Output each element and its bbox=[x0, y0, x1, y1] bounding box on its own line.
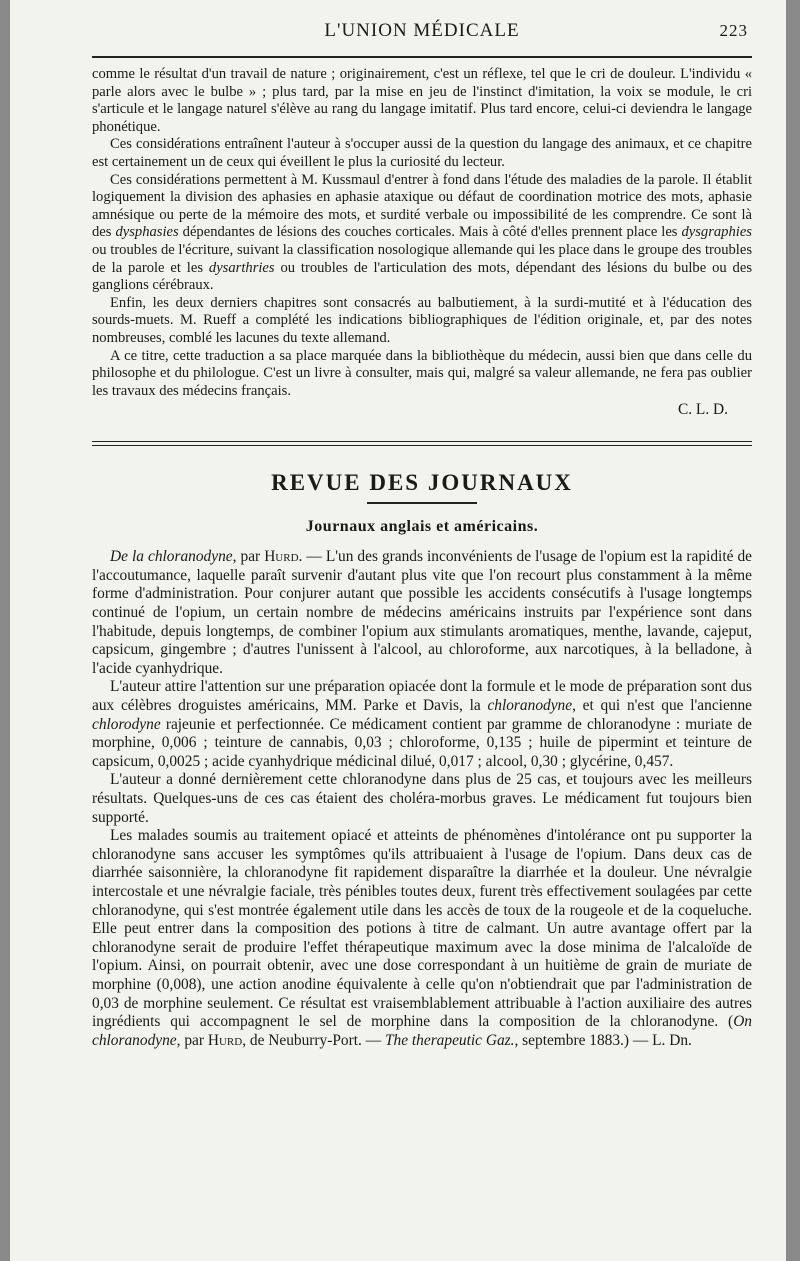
title-underline bbox=[367, 502, 477, 504]
article-paragraph-2 bbox=[92, 678, 752, 771]
text-run: ou troubles de l'écriture, suivant la classification nosologique allemande qui les place dans le groupe des troubles de la parole et les bbox=[92, 241, 752, 276]
article-title-prefix: De la bbox=[110, 548, 148, 566]
text-run: L'auteur attire l'attention sur une préparation opiacée dont la formule et le mode de préparation sont dus aux célèbres droguistes américains, MM. Parke et Davis, la bbox=[92, 678, 752, 715]
text-run: Les malades soumis au traitement opiacé et atteints de phénomènes d'intolérance ont pu supporter la chloranodyne sans accuser les symptômes qu'ils attribuaient à l'usage de l'opium. Dans deux cas de diarrhée saisonnière, la chloranodyne fit rapidement disparaître la diarrhée et la douleur. Une névralgie intercostale et une névralgie faciale, très pénibles toutes deux, furent très effectivement soulagées par cette chloranodyne, qui s'est montrée également utile dans les accès de toux de la rougeole et de la coqueluche. Elle peut entrer dans la composition des potions à titre de calmant. Un autre avantage offert par la chloranodyne serait de produire l'effet thérapeutique maximum avec la dose minima de l'alcaloïde de l'opium. Ainsi, on pourrait obtenir, avec une dose correspondant à un huitième de grain de muriate de morphine (0,008), une action anodine équivalente à celle qu'on n'obtiendrait que par l'administration de 0,03 de morphine seulement. Ce résultat est vraisemblablement attribuable à l'action auxiliaire des autres ingrédients qui accompagnent le sel de morphine dans la composition de la chloranodyne. ( bbox=[92, 827, 752, 1031]
text-run: , par bbox=[176, 1031, 208, 1049]
text-run: . — L'un des grands inconvénients de l'usage de l'opium est la rapidité de l'accoutumance, laquelle paraît survenir d'autant plus vite que l'on recourt plus constamment à la même forme d'administration. Pour conjurer autant que possible les accidents consécutifs à l'usage longtemps continué de l'opium, un certain nombre de médecins américains instruits par l'expérience sont dans l'habitude, depuis longtemps, de combiner l'opium aux stimulants aromatiques, menthe, lavande, cajeput, capsicum, gingembre ; d'autres l'unissent à l'alcool, au chloroforme, aux narcotiques, à la belladone, à l'acide cyanhydrique. bbox=[92, 548, 752, 677]
review-paragraph-4: Enfin, les deux derniers chapitres sont consacrés au balbutiement, à la surdi-mutité et à l'éducation des sourds-muets. M. Rueff a complété les indications bibliographiques de l'édition originale, et, par des notes nombreuses, comblé les lacunes du texte allemand. bbox=[92, 294, 752, 346]
text-run: , septembre 1883.) — L. Dn. bbox=[514, 1031, 692, 1049]
running-head bbox=[92, 20, 752, 50]
review-paragraph-3 bbox=[92, 172, 752, 295]
italic-term: On chloranodyne bbox=[92, 1013, 752, 1049]
citation-journal: The therapeutic Gaz. bbox=[384, 1031, 515, 1049]
review-paragraph-2: Ces considérations entraînent l'auteur à s'occuper aussi de la question du langage des animaux, et ce chapitre est certainement un de ceux qui éveillent le plus la curiosité du lecteur. bbox=[92, 136, 752, 170]
text-run: dépendantes de lésions des couches corticales. Mais à côté d'elles prennent place les bbox=[178, 224, 682, 241]
text-run: , de Neuburry-Port. — bbox=[242, 1031, 385, 1049]
italic-term: dysarthries bbox=[208, 259, 275, 276]
text-run: , par bbox=[232, 548, 265, 566]
article bbox=[92, 548, 752, 1050]
article-paragraph-3: L'auteur a donné dernièrement cette chloranodyne dans plus de 25 cas, et toujours avec les meilleurs résultats. Quelques-uns de ces cas étaient des choléra-morbus graves. Le médicament fut toujours bien supporté. bbox=[92, 771, 752, 826]
review-signature: C. L. D. bbox=[677, 401, 728, 419]
italic-term: chlorodyne bbox=[92, 715, 161, 733]
page-number: 223 bbox=[719, 21, 748, 40]
italic-term: chloranodyne bbox=[487, 697, 573, 715]
journal-title: L'UNION MÉDICALE bbox=[324, 20, 520, 41]
subsection-title: Journaux anglais et américains. bbox=[305, 518, 539, 536]
article-paragraph-4 bbox=[92, 827, 752, 1050]
section-divider bbox=[92, 441, 752, 446]
section-title: REVUE DES JOURNAUX bbox=[271, 470, 573, 496]
text-run: Ces considérations permettent à M. Kussmaul d'entrer à fond dans l'étude des maladies de la parole. Il établit logiquement la division des aphasies en aphasie ataxique ou défaut de coordination motrice des mots, aphasie amnésique ou perte de la mémoire des mots, et surdité verbale ou impossibilité de les comprendre. Ce sont là des bbox=[92, 171, 752, 241]
book-review-continuation bbox=[92, 66, 752, 419]
article-paragraph-1 bbox=[92, 548, 752, 678]
citation-author: Hurd bbox=[207, 1031, 243, 1049]
text-run: ou troubles de l'articulation des mots, dépendant des lésions du bulbe ou des ganglions cérébraux. bbox=[92, 259, 753, 294]
review-paragraph-5: A ce titre, cette traduction a sa place marquée dans la bibliothèque du médecin, aussi bien que dans celle du philosophe et du philologue. C'est un livre à consulter, mais qui, malgré sa valeur allemande, ne fera pas oublier les travaux des médecins français. bbox=[92, 347, 752, 399]
text-run: rajeunie et perfectionnée. Ce médicament contient par gramme de chloranodyne : muriate de morphine, 0,006 ; teinture de cannabis, 0,03 ; chloroforme, 0,135 ; huile de pipermint et teinture de capsicum, 0,0025 ; acide cyanhydrique médicinal dilué, 0,017 ; alcool, 0,30 ; glycérine, 0,457. bbox=[92, 715, 752, 770]
article-title: chloranodyne bbox=[147, 548, 233, 566]
header-rule bbox=[92, 56, 752, 58]
italic-term: dysphasies bbox=[115, 224, 179, 241]
review-paragraph-1: comme le résultat d'un travail de nature ; originairement, c'est un réflexe, tel que le cri de douleur. L'individu « parle alors avec le bulbe » ; plus tard, par la mise en jeu de l'instinct d'imitation, la voix se module, le cri s'articule et le langage naturel s'élève au rang du langage imitatif. Plus tard encore, celui-ci deviendra le langage phonétique. bbox=[92, 66, 752, 135]
text-run: , et qui n'est que l'ancienne bbox=[572, 697, 752, 715]
article-author: Hurd bbox=[264, 548, 299, 566]
journal-page bbox=[10, 0, 786, 1261]
italic-term: dysgraphies bbox=[681, 224, 752, 241]
